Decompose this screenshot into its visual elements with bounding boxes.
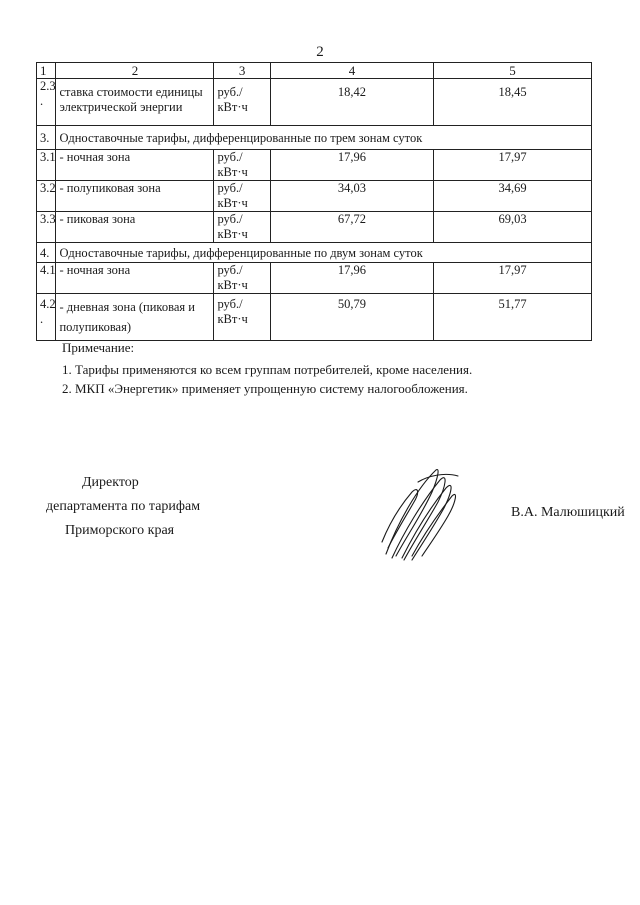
row-value-col5: 51,77	[434, 294, 592, 341]
note-item: 1. Тарифы применяются ко всем группам потребителей, кроме населения.	[62, 362, 473, 377]
row-name: - ночная зона	[56, 150, 214, 181]
note-item: 2. МКП «Энергетик» применяет упрощенную систему налогообложения.	[62, 381, 468, 396]
row-unit: руб./кВт·ч	[214, 294, 270, 341]
row-value-col5: 69,03	[434, 212, 592, 243]
row-value-col4: 50,79	[270, 294, 433, 341]
signatory-title	[46, 496, 200, 518]
row-name: ставка стоимости единицы электрической энергии	[56, 79, 214, 126]
tariff-table	[36, 62, 592, 341]
row-value-col5: 17,97	[434, 263, 592, 294]
handwritten-signature	[378, 462, 464, 564]
header-cell: 1	[37, 63, 56, 79]
row-value-col5: 34,69	[434, 181, 592, 212]
page-number: 2	[316, 44, 324, 60]
row-number: 4.	[37, 243, 56, 263]
row-value-col4: 18,42	[270, 79, 433, 126]
section-title: Одноставочные тарифы, дифференцированные по двум зонам суток	[56, 243, 592, 263]
row-name: - дневная зона (пиковая и полупиковая)	[56, 294, 214, 341]
signatory-title	[65, 520, 174, 542]
header-cell: 3	[214, 63, 270, 79]
row-name: - полупиковая зона	[56, 181, 214, 212]
table-row	[37, 79, 592, 126]
row-value-col4: 67,72	[270, 212, 433, 243]
table-row	[37, 212, 592, 243]
signatory-title	[82, 472, 139, 494]
row-number: 4.1	[37, 263, 56, 294]
section-title: Одноставочные тарифы, дифференцированные по трем зонам суток	[56, 126, 592, 150]
row-number: 4.2 .	[37, 294, 56, 341]
row-number: 3.2	[37, 181, 56, 212]
table-row	[37, 150, 592, 181]
row-unit: руб./кВт·ч	[214, 79, 270, 126]
table-row	[37, 263, 592, 294]
row-name: - ночная зона	[56, 263, 214, 294]
row-value-col4: 17,96	[270, 263, 433, 294]
section-row	[37, 126, 592, 150]
notes-title: Примечание:	[62, 340, 135, 355]
signatory-title-line: Директор	[82, 475, 139, 490]
row-number: 3.1	[37, 150, 56, 181]
row-value-col4: 34,03	[270, 181, 433, 212]
row-number: 2.3 .	[37, 79, 56, 126]
header-cell: 2	[56, 63, 214, 79]
row-number: 3.3	[37, 212, 56, 243]
row-value-col4: 17,96	[270, 150, 433, 181]
signatory-title-line: Приморского края	[65, 523, 175, 538]
row-unit: руб./кВт·ч	[214, 181, 270, 212]
signatory-title-line: департамента по тарифам	[46, 499, 201, 514]
row-number: 3.	[37, 126, 56, 150]
row-unit: руб./кВт·ч	[214, 263, 270, 294]
row-value-col5: 17,97	[434, 150, 592, 181]
table-header-row	[37, 63, 592, 79]
row-name: - пиковая зона	[56, 212, 214, 243]
row-unit: руб./кВт·ч	[214, 150, 270, 181]
notes-block	[62, 338, 472, 398]
header-cell: 4	[270, 63, 433, 79]
row-value-col5: 18,45	[434, 79, 592, 126]
table-row	[37, 181, 592, 212]
signatory-name: В.А. Малюшицкий	[511, 505, 625, 520]
section-row	[37, 243, 592, 263]
table-row	[37, 294, 592, 341]
row-unit: руб./кВт·ч	[214, 212, 270, 243]
header-cell: 5	[434, 63, 592, 79]
